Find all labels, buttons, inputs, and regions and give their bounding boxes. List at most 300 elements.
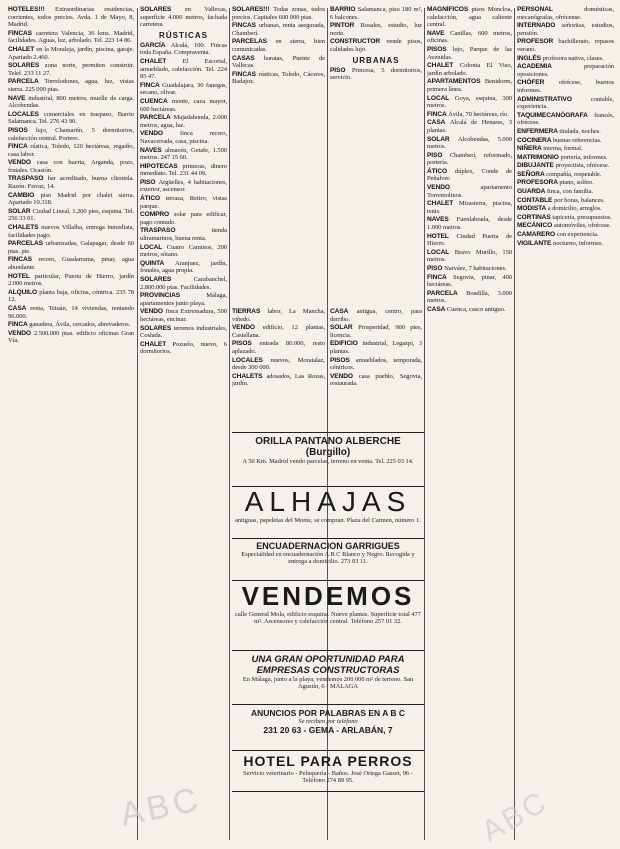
classified-text: terraza, Retiro, vistas parque. [140,195,227,210]
classified-keyword: VENDO [427,184,481,192]
classified-text: señoritas, estudios, pensión. [517,22,614,37]
classified-ad [8,111,134,126]
classified-keyword: CHALETS [8,224,42,232]
classified-keyword: HOTELES!!! [8,6,56,13]
classified-text: industrial, Legazpi, 3 plantas. [330,340,422,355]
classified-keyword: VENDO [8,159,37,167]
classified-keyword: CHÓFER [517,79,559,87]
classified-text: ofrécese, buenos informes. [517,79,614,94]
ad-title: ANUNCIOS POR PALABRAS EN A B C [250,708,406,718]
classified-ad [517,55,614,63]
classified-keyword: SOLARES [140,324,174,332]
classified-keyword: SOLARES [140,276,194,283]
classified-text: Fuenlabrada, desde 1.000 metros. [427,216,512,232]
classified-keyword: VENDO [140,130,181,138]
classified-ad [8,159,134,174]
classified-keyword: MATRIMONIO [517,153,561,161]
classified-ad [232,357,325,372]
classified-keyword: GUARDA [517,188,547,196]
classified-keyword: FINCAS [232,70,259,78]
classified-ad [8,30,134,45]
classified-ad [427,306,512,314]
classified-ad [427,136,512,151]
classified-text: rústicas, Toledo, Cáceres, Badajoz. [232,70,325,86]
classified-ad [140,244,227,259]
classified-ad [427,30,512,45]
classified-ad [427,152,512,167]
classified-keyword: PROFESOR [517,38,559,46]
classified-keyword: PARCELA [8,78,45,86]
classified-column-3-lower [232,308,325,428]
classified-keyword: TAQUIMECANÓGRAFA [517,111,595,119]
classified-keyword: PISOS [232,340,260,348]
classified-keyword: CASA [8,304,31,312]
classified-keyword: LOCAL [427,94,455,102]
classified-keyword: SOLARES [140,6,185,13]
classified-text: francés, ofrécese. [517,111,614,127]
classified-text: carretera Valencia, 36 kms. Madrid, facilidades. Aguas, luz, arbolado. Tel. 223 14 86. [8,29,134,45]
classified-ad [427,6,512,29]
classified-text: Ciudad Lineal, 1.200 pies, esquina. Tel. 256 33 01. [8,207,134,223]
classified-text: tapicería, presupuestos. [552,213,612,221]
classified-text: finca recreo, Navacerrada, casa, piscina. [140,130,227,145]
column-items [517,6,614,247]
classified-text: 2.500.000 ptas. edificio oficinas Gran Vía. [8,329,134,345]
classified-ad [140,308,227,323]
classified-text: planta baja, oficina, céntrica. 235 78 12. [8,288,134,304]
classified-ad [140,42,227,57]
classified-text: renta, Tetuán, 14 viviendas, rentando 96.000. [8,304,134,320]
classified-keyword: VENDO [140,308,166,316]
classified-keyword: FINCAS [8,29,36,37]
classified-keyword: SEÑORA [517,170,547,178]
classified-ad [140,211,227,226]
classified-ad [517,96,614,111]
classified-text: terrenos industriales, Coslada. [140,324,227,340]
classified-text: Pozuelo, nuevo, 6 dormitorios. [140,340,227,356]
classified-ad [232,22,325,37]
classified-keyword: FINCA [8,143,31,151]
classified-text: Guadalajara, 30 fanegas, secano, olivar. [140,81,227,97]
classified-ad [517,6,614,21]
classified-ad [517,197,614,205]
classified-keyword: PISO [427,265,445,272]
classified-text: Chamberí, reformado, portería. [427,151,512,167]
classified-text: Canillas, 600 metros, oficinas. [427,29,512,45]
classified-text: amueblados, temporada, céntricos. [330,356,422,372]
classified-column-4-lower [330,308,422,428]
classified-ad [517,240,614,248]
classified-keyword: PISOS [8,126,36,134]
classified-ad [8,192,134,207]
classified-keyword: CHALET [427,200,459,208]
classified-keyword: CAMBIO [8,191,41,199]
classified-text: monte, caza mayor, 600 hectáreas. [140,97,227,113]
classified-keyword: VIGILANTE [517,239,553,247]
classified-keyword: PISOS [330,356,356,364]
classified-ad [427,184,512,199]
classified-text: urbanas, renta asegurada, Chamberí. [232,22,325,37]
classified-ad [140,227,227,242]
classified-ad [8,62,134,77]
classified-ad [517,205,614,213]
classified-text: Alcalá, 100. Fincas toda España. Compraventa. [140,41,227,57]
classified-keyword: PISO [427,151,450,159]
classified-keyword: PARCELA [427,289,467,297]
classified-keyword: MODISTA [517,205,548,213]
classified-keyword: ÁTICO [140,195,166,203]
classified-text: lujo, Chamartín, 5 dormitorios, calefacción central. Portero. [8,126,134,142]
classified-ad [330,357,422,372]
classified-text: Rosales, estudio, luz norte. [330,22,422,37]
classified-text: El Escorial, amueblado, calefacción. Tel. 224 85 47. [140,57,227,81]
classified-text: tienda ultramarinos, buena renta. [140,227,227,243]
ad-oportunidad [232,650,424,703]
classified-ad [330,67,422,82]
column-rule [424,8,425,840]
classified-text: Carabanchel, 2.800.000 ptas. Facilidades. [140,276,227,291]
classified-ad [8,321,134,329]
classified-keyword: QUINTA [140,259,175,267]
section-heading: URBANAS [352,55,400,65]
classified-text: nocturno, informes. [553,239,603,247]
classified-keyword: NAVE [427,29,451,37]
classified-keyword: MAGNÍFICOS [427,6,472,13]
classified-text: piso Madrid por chalet sierra. Apartado 10.318. [8,191,134,207]
classified-keyword: DIBUJANTE [517,162,556,170]
classified-keyword: PARCELA [140,114,174,122]
classified-ad [517,214,614,222]
classified-ad [232,373,325,388]
classified-keyword: TRASPASO [8,175,48,183]
ad-text: calle General Mola, edificio esquina. Nueve plantas. Superficie total 477 m². Ascensores y calefacción central. Teléfono 257 01 32. [235,611,421,626]
classified-keyword: FINCA [8,321,30,329]
column-items [140,6,227,356]
classified-ad [140,179,227,194]
classified-text: Aranjuez, jardín, frutales, agua propia. [140,259,227,275]
classified-ad [8,330,134,345]
classified-ad [232,38,325,53]
classified-ad [8,6,134,29]
ad-title: HOTEL PARA PERROS [243,753,413,769]
classified-column-6 [517,6,614,842]
classified-ad [427,265,512,273]
classified-text: Boadilla, 3.000 metros. [427,289,512,305]
classified-text: dúplex, Conde de Peñalver. [427,167,512,183]
classified-keyword: SOLARES!!! [232,6,274,13]
classified-ad [330,308,422,323]
column-items [330,6,422,82]
classified-text: preparación oposiciones. [517,63,614,78]
classified-ad [140,58,227,81]
classified-ad [330,38,422,53]
classified-ad [330,324,422,339]
classified-ad [517,154,614,162]
classified-text: Torrelodones, agua, luz, vistas sierra. 225 000 ptas. [8,78,134,93]
classified-ad [517,222,614,230]
classified-text: Málaga, apartamentos junto playa. [140,292,227,307]
classified-ad [140,147,227,162]
classified-ad [140,6,227,29]
classified-text: Argüelles, 4 habitaciones, exterior, ascensor. [140,178,227,194]
classified-keyword: FINCA [140,81,163,89]
classified-ad [330,6,422,21]
ad-title: VENDEMOS [241,581,415,611]
classified-text: labor, La Mancha, viñedo. [232,308,325,323]
classified-keyword: PARCELAS [232,38,276,46]
classified-ad [8,305,134,320]
classified-text: vende pisos, calidades lujo. [330,38,422,53]
classified-keyword: CUENCA [140,97,172,105]
classified-ad [427,249,512,264]
classified-ad [140,276,227,291]
classified-ad [140,130,227,145]
classified-text: por horas, balances. [554,196,605,204]
classified-text: bar acreditado, buena clientela. Razón: Ferraz, 14. [8,175,134,191]
classified-text: particular, Puerta de Hierro, jardín 2.000 metros. [8,272,134,288]
classified-text: finca, con familia. [546,188,593,196]
classified-ad [517,22,614,37]
classified-keyword: LOCAL [140,243,167,251]
classified-text: casa con huerta, Arganda, pozo, frutales. Ocasión. [8,159,134,174]
classified-ad [517,145,614,153]
classified-text: zona norte, permiten construir. Telef. 233 11 27. [8,62,134,77]
classified-keyword: CHALET [140,57,183,65]
classified-text: almacén, Getafe, 1.500 metros. 247 15 60. [140,146,227,162]
classified-text: en sierra, bien comunicadas. [232,38,325,53]
classified-keyword: HOTEL [8,272,35,280]
classified-keyword: SOLAR [330,324,359,332]
classified-keyword: SOLAR [427,135,458,143]
classified-keyword: FINCA [427,110,449,118]
classified-keyword: CHALET [427,62,460,70]
classified-keyword: PROFESORA [517,179,560,187]
classified-text: Mirasierra, piscina, tenis. [427,200,512,215]
classified-keyword: NAVE [8,94,29,102]
column-items [8,6,134,345]
classified-ad [8,95,134,110]
classified-text: proyectista, ofrécese. [555,162,610,170]
classified-text: Salamanca, piso 180 m², 6 balcones. [330,6,422,21]
classified-keyword: PISO [140,178,159,186]
classified-keyword: ADMINISTRATIVO [517,95,591,103]
classified-text: Cuatro Caminos, 200 metros, sótano. [140,243,227,259]
classified-keyword: CHALET [8,45,37,53]
classified-ad [8,289,134,304]
classified-ad [517,112,614,127]
classified-ad [427,200,512,215]
classified-text: nuevos, Moratalaz, desde 300 000. [232,356,325,372]
classified-ad [427,95,512,110]
classified-text: Ciudad Puerta de Hierro. [427,232,512,248]
classified-ad [140,195,227,210]
classified-ad [427,119,512,134]
classified-keyword: TIERRAS [232,308,268,315]
classified-keyword: CHALET [140,340,173,348]
classified-text: antigua, centro, para derribo. [330,308,422,323]
classified-ad [140,114,227,129]
classified-ad [517,63,614,78]
classified-text: profesora nativa, clases. [542,54,604,62]
classified-ad [330,22,422,37]
classified-ad [517,162,614,170]
column-items [232,6,325,86]
classified-keyword: CHALETS [232,372,267,380]
ad-encuadernacion [232,538,424,579]
ad-text: A 50 Km. Madrid vendo parcelas, terreno en venta. Tel. 225 03 14. [242,458,414,465]
classified-keyword: ACADEMIA [517,63,584,71]
ad-alhajas [232,486,424,537]
classified-text: piano, solfeo. [559,179,594,187]
classified-ad [140,98,227,113]
classified-text: rústica, Toledo, 120 hectáreas, regadío, casa labor. [8,143,134,158]
classified-keyword: INTERNADO [517,22,562,30]
classified-keyword: ÁTICO [427,167,455,175]
classified-keyword: VENDO [8,329,34,337]
classified-keyword: PROVINCIAS [140,292,207,300]
section-heading: RÚSTICAS [159,30,208,40]
ad-text: En Málaga, junto a la playa, vendemos 200 000 m² de terreno. San Agustín, 6 - MÁLAGA [242,676,414,691]
classified-ad [140,163,227,178]
ad-title: UNA GRAN OPORTUNIDAD PARA EMPRESAS CONSTRUCTORAS [251,654,405,676]
ad-phone: 231 20 63 - GEMA - ARLABÁN, 7 [263,725,393,736]
classified-ad [427,78,512,93]
classified-text: Alcalá de Henares, 3 plantas. [427,119,512,134]
classified-text: finca Extremadura, 500 hectáreas, encinar. [140,308,227,323]
classified-text: Benidorm, primera línea. [427,78,512,93]
classified-keyword: ALQUILO [8,288,40,296]
classified-ad [8,46,134,61]
ad-title: ORILLA PANTANO ALBERCHE (Burgillo) [255,436,401,458]
classified-ad [330,373,422,388]
classified-keyword: INGLÉS [517,54,543,62]
classified-keyword: CONSTRUCTOR [330,38,387,46]
classified-text: en Vallecas, superficie 4.000 metros, fachada carretera. [140,6,227,29]
classified-keyword: BARRIO [330,6,358,13]
classified-keyword: MECÁNICO [517,222,554,230]
classified-ad [427,233,512,248]
classified-ad [517,171,614,179]
classified-text: Bravo Murillo, 150 metros. [427,248,512,264]
ad-vendemos [232,580,424,647]
classified-text: apartamento Torremolinos. [427,184,512,199]
classified-text: Cuenca, casco antiguo. [446,305,506,313]
classified-text: Ávila, 70 hectáreas, río. [448,110,509,118]
classified-text: titulada, noches. [559,127,601,135]
classified-ad [232,6,325,21]
watermark: ABC [476,784,554,849]
classified-text: Princesa, 5 dormitorios, servicio. [330,66,422,82]
classified-keyword: FINCAS [8,256,39,264]
classified-ad [232,308,325,323]
classified-ad [8,208,134,223]
column-items [330,308,422,388]
classified-text: contable, experiencia. [517,95,614,111]
classified-keyword: NAVES [140,146,166,154]
classified-keyword: CASA [427,305,447,313]
classified-keyword: PINTOR [330,22,361,30]
classified-ad [232,55,325,70]
classified-ad [517,79,614,94]
classified-text: Prosperidad, 900 pies, licencia. [330,324,422,339]
classified-text: lujo, Parque de las Avenidas. [427,45,512,61]
ad-subtitle: Se reciben por teléfono [298,718,358,725]
classified-text: Narváez, 7 habitaciones. [444,265,507,272]
classified-keyword: TRASPASO [140,227,212,235]
classified-keyword: GARCÍA [140,41,171,49]
classified-text: buenas referencias. [552,136,602,144]
classified-text: adosados, Las Rozas, jardín. [232,372,325,388]
classified-keyword: HIPOTECAS [140,162,183,170]
ad-hotel-perros [232,750,424,792]
classified-ad [517,38,614,53]
ad-title: ALHAJAS [244,486,412,517]
classified-keyword: CAMARERO [517,231,557,239]
ad-text: Especialidad en encuadernación A B C Blanco y Negro. Recogida y entrega a domicilio. 273 03 11. [241,551,415,566]
classified-ad [232,340,325,355]
classified-text: comerciales en traspaso, Barrio Salamanca. Tel. 276 43 90. [8,110,134,126]
classified-ad [232,71,325,86]
classified-ad [427,290,512,305]
classified-keyword: PISO [330,66,352,74]
classified-text: solar para edificar, pago contado. [140,211,227,226]
classified-keyword: PERSONAL [517,6,585,13]
classified-text: Todas zonas, todos precios. Capitales 600 000 ptas. [232,6,325,21]
classified-text: baratas, Puente de Vallecas. [232,54,325,70]
classified-text: edificio, 12 plantas, Castellana. [232,324,325,339]
classified-keyword: SOLARES [8,62,45,70]
classified-text: casa pueblo, Segovia, restaurada. [330,372,422,388]
classified-keyword: FINCA [427,273,454,281]
classified-ad [427,62,512,77]
column-rule [229,8,230,840]
classified-keyword: FINCAS [232,22,259,30]
classified-ad [140,82,227,97]
classified-ad [8,175,134,190]
classified-text: compañía, respetable. [546,170,602,178]
classified-text: a domicilio, arreglos. [547,205,602,213]
classified-text: en la Moraleja, jardín, piscina, garaje. Apartado 2.460. [8,45,134,61]
classified-ad [8,224,134,239]
classified-keyword: SOLAR [8,207,33,215]
classified-column-4 [330,6,422,306]
classified-ad [427,216,512,231]
classified-keyword: LOCAL [427,248,455,256]
classified-ad [517,128,614,136]
classified-text: recreo, Guadarrama, pinar, agua abundante. [8,256,134,271]
ad-text: Servicio veterinario - Peluquería - Baños. José Ortega Gasset, 96 - Teléfono 274 89 95. [243,770,413,785]
classified-text: bachillerato, repasos verano. [517,38,614,53]
classified-text: ganadera, Ávila, cercados, abrevaderos. [29,321,131,329]
classified-ad [8,273,134,288]
column-items [232,308,325,388]
classified-ad [427,111,512,119]
classified-keyword: NAVES [427,216,457,224]
classified-ad [140,341,227,356]
classified-text: con experiencia. [556,231,599,239]
classified-ad [232,324,325,339]
classified-ad [8,78,134,93]
classified-keyword: CASA [427,119,450,127]
column-items [427,6,512,314]
classified-text: interna, formal. [543,145,583,153]
ad-anuncios-por-palabras [232,704,424,749]
classified-keyword: PARCELAS [8,240,46,248]
classified-keyword: LOCALES [232,356,271,364]
classified-ad [8,143,134,158]
classified-keyword: APARTAMENTOS [427,78,485,86]
classified-text: portería, informes. [560,153,608,161]
